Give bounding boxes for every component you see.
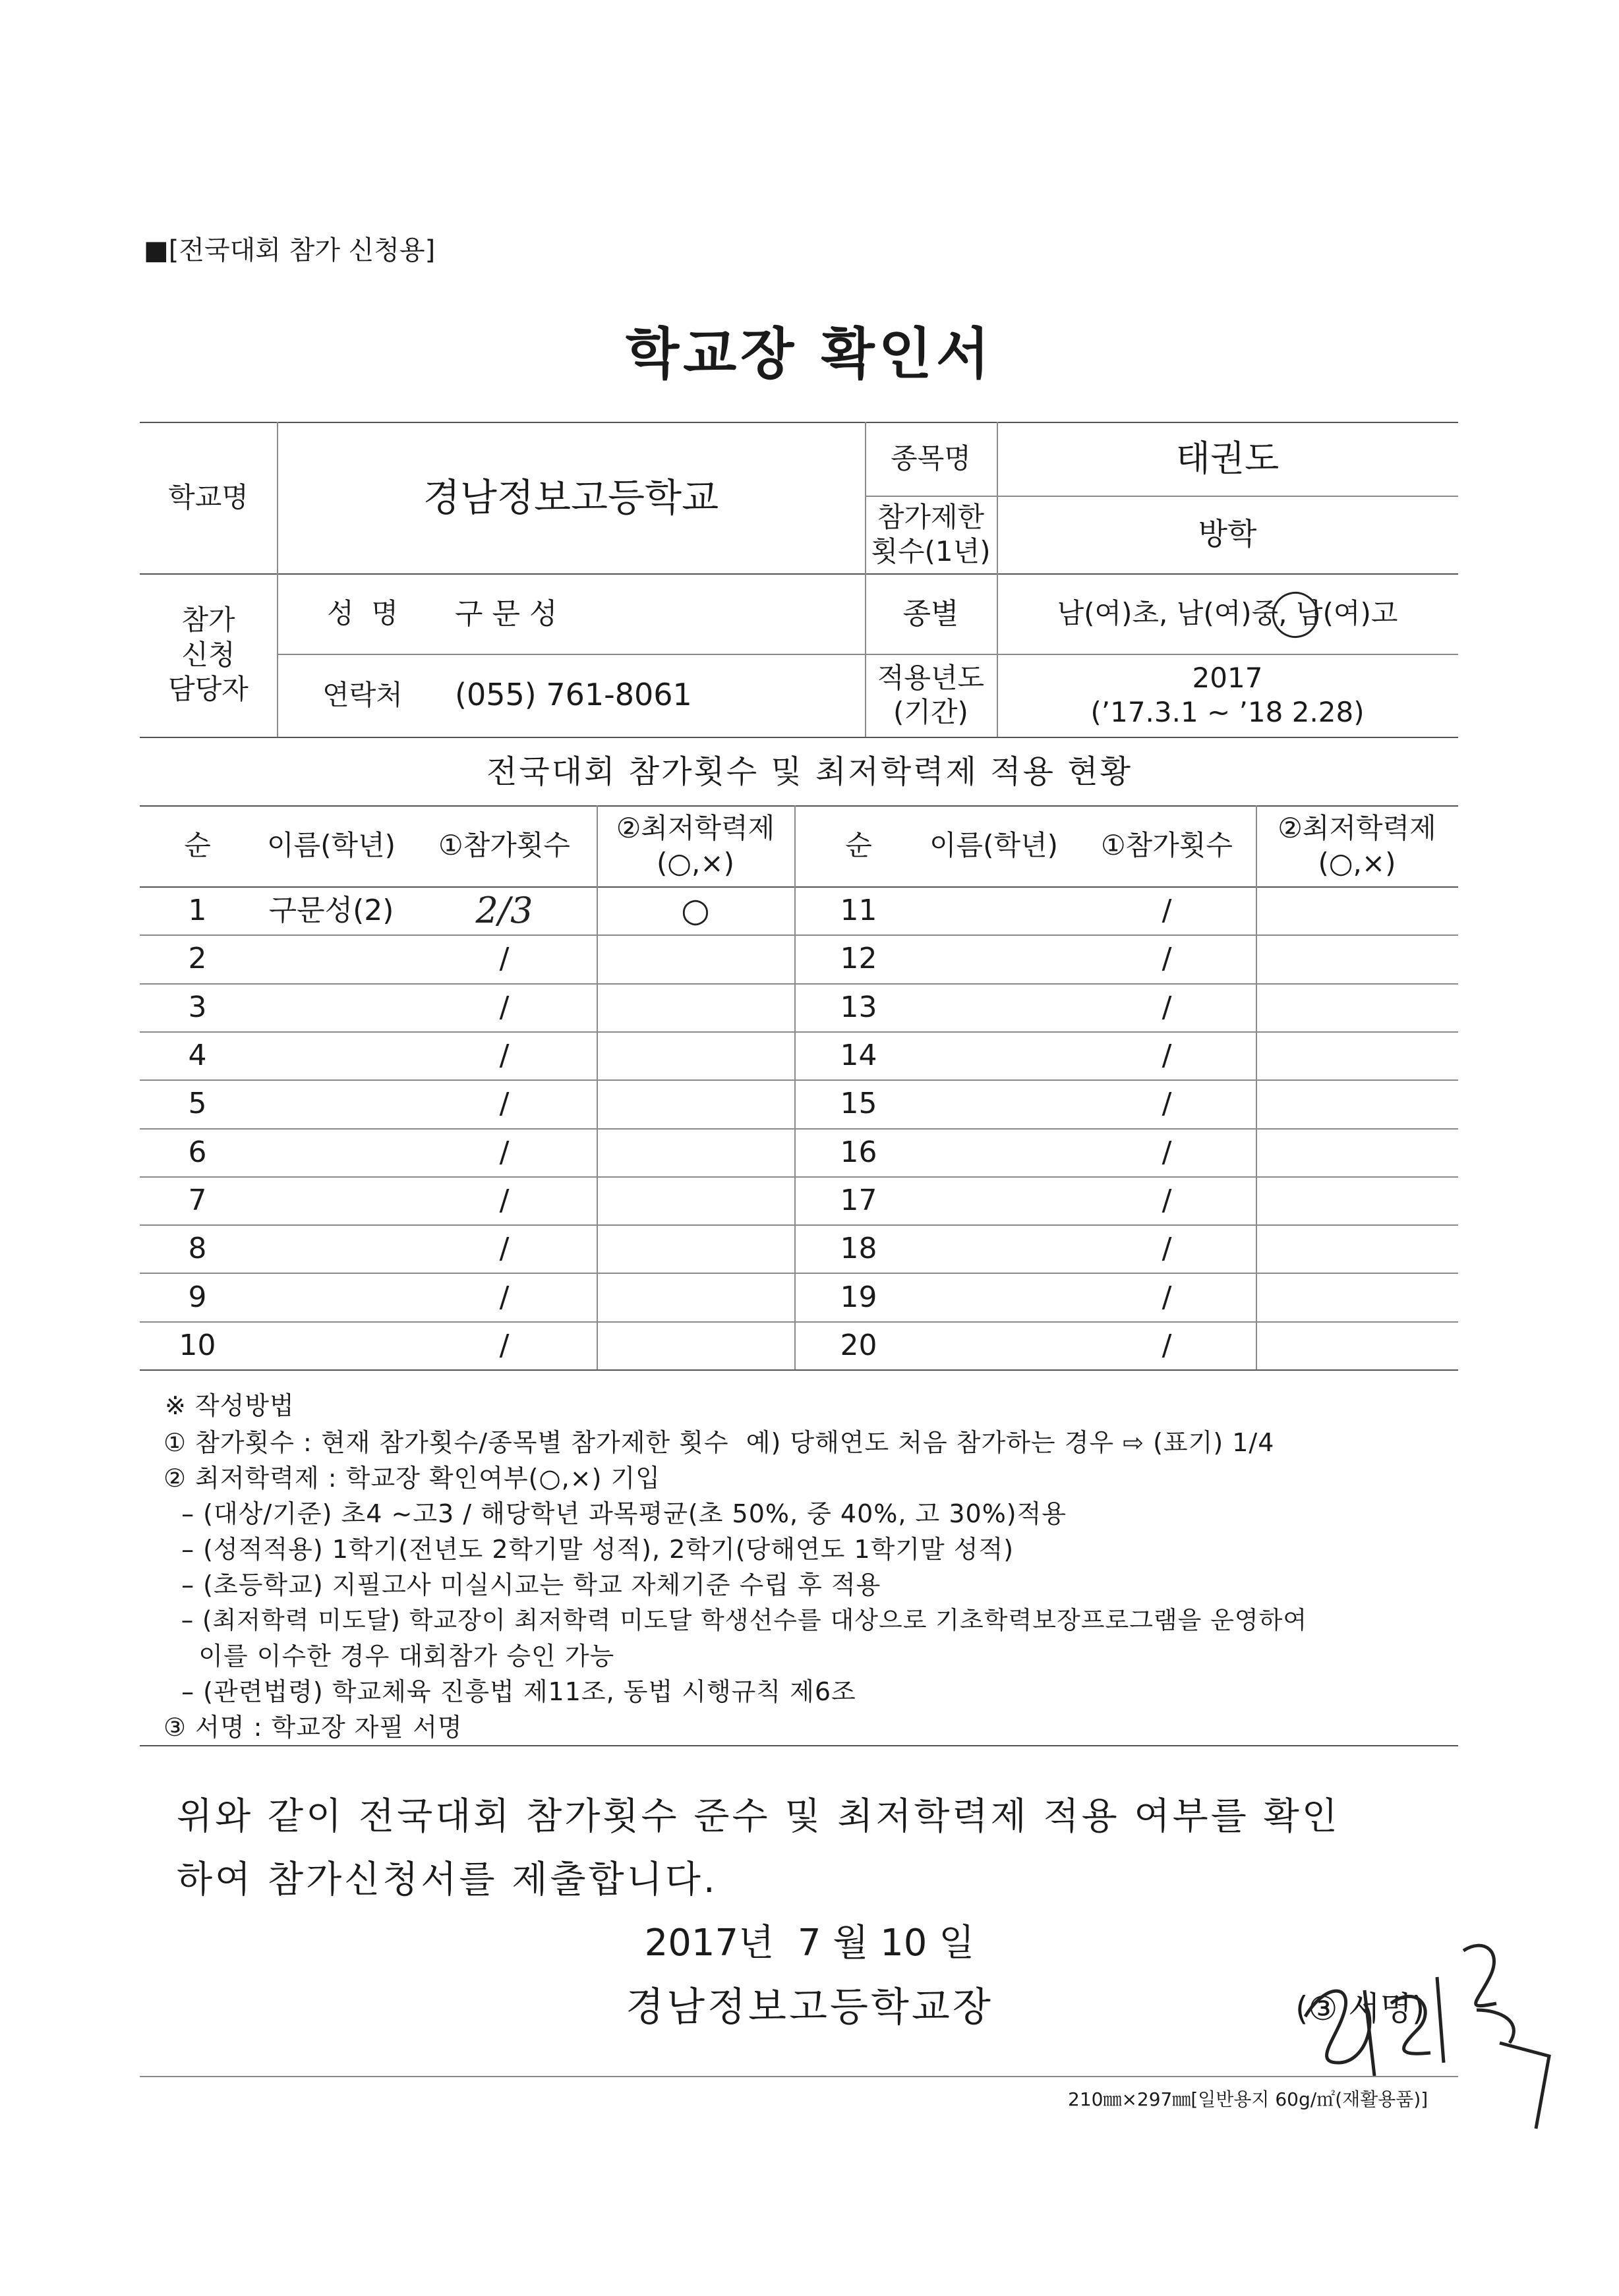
row-name [910,934,1078,983]
school-name-value: 경남정보고등학교 [423,474,719,520]
row-count: / [1162,1087,1172,1121]
status-title: 전국대회 참가횟수 및 최저학력제 적용 현황 [486,753,1133,790]
applicant-label-line2: 신청 [181,638,235,671]
row-number: 8 [188,1232,207,1266]
sport-label: 종목명 [891,442,971,474]
row-count: / [499,1183,510,1217]
signature-mark: (③ 서명) [1295,1990,1425,2028]
signing-date: 2017년 7 월 10 일 [644,1922,975,1965]
applicant-label-line1: 참가 [181,604,235,637]
statement-line2: 하여 참가신청서를 제출합니다. [177,1858,718,1901]
row-min-level: ○ [681,891,710,930]
applied-period: (’17.3.1 ~ ’18 2.28) [1090,696,1365,728]
row-count: / [1162,1232,1172,1266]
row-min-level [1256,1273,1458,1321]
row-count: / [1162,1183,1172,1217]
row-min-level [1256,1176,1458,1224]
school-name-label: 학교명 [168,480,249,513]
row-name [250,1273,412,1321]
applicant-label-line3: 담당자 [168,673,249,706]
principal-signature [1266,1911,1582,2162]
row-name [910,1031,1078,1079]
row-name [910,1321,1078,1369]
principal-title: 경남정보고등학교장 [626,1984,993,2030]
col-header-no: 순 [184,829,211,862]
row-count: / [499,990,510,1024]
row-count: / [1162,1135,1172,1169]
row-count: / [1162,1039,1172,1073]
sport-value: 태권도 [1175,438,1280,480]
col-header-min [597,805,794,886]
note-item: ① 참가횟수 : 현재 참가횟수/종목별 참가제한 횟수 예) 당해연도 처음 참가하는 경우 ⇨ (표기) 1/4 [163,1428,1275,1457]
name-label: 성 명 [327,596,398,629]
row-min-level [597,1031,794,1079]
limit-label-line1: 참가제한 [877,500,985,533]
row-name [250,1079,412,1128]
col-header-count: ①참가횟수 [438,829,570,862]
year-label [865,654,997,737]
row-min-level [1256,1224,1458,1273]
note-item: ③ 서명 : 학교장 자필 서명 [163,1713,463,1742]
row-count: / [1162,990,1172,1024]
row-min-level [597,983,794,1031]
year-label-line2: (기간) [893,696,968,728]
row-min-level [1256,1321,1458,1369]
col-header-min-line1: ②최저학력제 [616,812,775,844]
name-value: 구 문 성 [455,596,558,631]
row-name [250,1224,412,1273]
row-name [250,1176,412,1224]
note-heading: ※ 작성방법 [165,1391,295,1420]
row-number: 20 [840,1328,877,1362]
row-name [910,1224,1078,1273]
applied-year: 2017 [1192,661,1263,694]
row-number: 2 [188,942,207,976]
row-count: / [1162,942,1172,976]
row-count: / [499,1039,510,1073]
row-count: / [1162,1328,1172,1362]
row-min-level [1256,1079,1458,1128]
row-number: 15 [840,1087,877,1121]
row-count: / [499,1087,510,1121]
note-item: – (관련법령) 학교체육 진흥법 제11조, 동법 시행규칙 제6조 [173,1677,856,1706]
row-name [910,1079,1078,1128]
row-min-level [597,1321,794,1369]
row-number: 3 [188,990,207,1024]
row-number: 9 [188,1280,207,1314]
row-min-level [597,1224,794,1273]
row-min-level [597,1273,794,1321]
form-category: ■[전국대회 참가 신청용] [144,235,436,266]
row-number: 11 [840,894,877,928]
contact-label: 연락처 [322,678,403,711]
row-min-level [597,1176,794,1224]
row-name [250,1031,412,1079]
row-number: 13 [840,990,877,1024]
row-min-level [1256,983,1458,1031]
row-name [250,1128,412,1176]
limit-label-line2: 횟수(1년) [871,535,991,567]
row-number: 14 [840,1039,877,1073]
row-name [910,886,1078,934]
row-number: 7 [188,1183,207,1217]
limit-label [865,496,997,573]
note-item: – (최저학력 미도달) 학교장이 최저학력 미도달 학생선수를 대상으로 기초학력보장프로그램을 운영하여 [173,1606,1308,1634]
row-number: 19 [840,1280,877,1314]
row-count: / [499,1328,510,1362]
row-count: / [499,1232,510,1266]
row-name [910,1128,1078,1176]
row-min-level [597,934,794,983]
note-item: ② 최저학력제 : 학교장 확인여부(○,×) 기입 [163,1464,661,1493]
row-number: 5 [188,1087,207,1121]
note-item: – (성적적용) 1학기(전년도 2학기말 성적), 2학기(당해연도 1학기말 성적) [173,1535,1015,1564]
row-number: 12 [840,942,877,976]
row-min-level [1256,1031,1458,1079]
row-name [910,983,1078,1031]
contact-value: (055) 761-8061 [455,677,692,713]
row-min-level [1256,886,1458,934]
row-number: 18 [840,1232,877,1266]
limit-value: 방학 [1198,516,1257,552]
row-name: 구문성(2) [268,894,394,928]
col-header-min-line2: (○,×) [657,846,734,879]
page-title: 학교장 확인서 [625,322,994,386]
row-min-level [1256,1128,1458,1176]
row-min-level [1256,934,1458,983]
row-count: / [1162,1280,1172,1314]
row-name [250,934,412,983]
row-number: 10 [179,1328,216,1362]
row-number: 6 [188,1135,207,1169]
applicant-label [140,573,277,737]
row-min-level [597,1079,794,1128]
paper-spec: 210㎜×297㎜[일반용지 60g/㎡(재활용품)] [1068,2088,1428,2110]
row-count: / [1162,894,1172,928]
col-header-min-right-line2: (○,×) [1318,846,1396,879]
year-value [997,654,1458,737]
row-count: / [499,1280,510,1314]
note-item: – (대상/기준) 초4 ~고3 / 해당학년 과목평균(초 50%, 중 40%, 고 30%)적용 [173,1499,1067,1528]
row-number: 16 [840,1135,877,1169]
row-name [250,1321,412,1369]
row-number: 1 [188,894,207,928]
col-header-min-right [1256,805,1458,886]
type-label: 종별 [902,596,959,631]
col-header-name: 이름(학년) [266,829,396,862]
row-count: / [499,1135,510,1169]
note-item: 이를 이수한 경우 대회참가 승인 가능 [173,1642,615,1671]
row-min-level [597,1128,794,1176]
note-item: – (초등학교) 지필고사 미실시교는 학교 자체기준 수립 후 적용 [173,1570,881,1599]
col-header-count-right: ①참가횟수 [1101,829,1233,862]
row-number: 4 [188,1039,207,1073]
row-count: / [499,942,510,976]
statement-line1: 위와 같이 전국대회 참가횟수 준수 및 최저학력제 적용 여부를 확인 [177,1795,1340,1838]
col-header-no-right: 순 [845,829,872,862]
row-name [910,1273,1078,1321]
row-number: 17 [840,1183,877,1217]
row-count: 2/3 [475,889,533,931]
type-value: 남(여)초, 남(여)중, 남(여)고 [1057,596,1398,629]
year-label-line1: 적용년도 [877,661,985,694]
row-name [910,1176,1078,1224]
col-header-name-right: 이름(학년) [929,829,1059,862]
col-header-min-right-line1: ②최저학력제 [1278,812,1436,844]
row-name [250,983,412,1031]
